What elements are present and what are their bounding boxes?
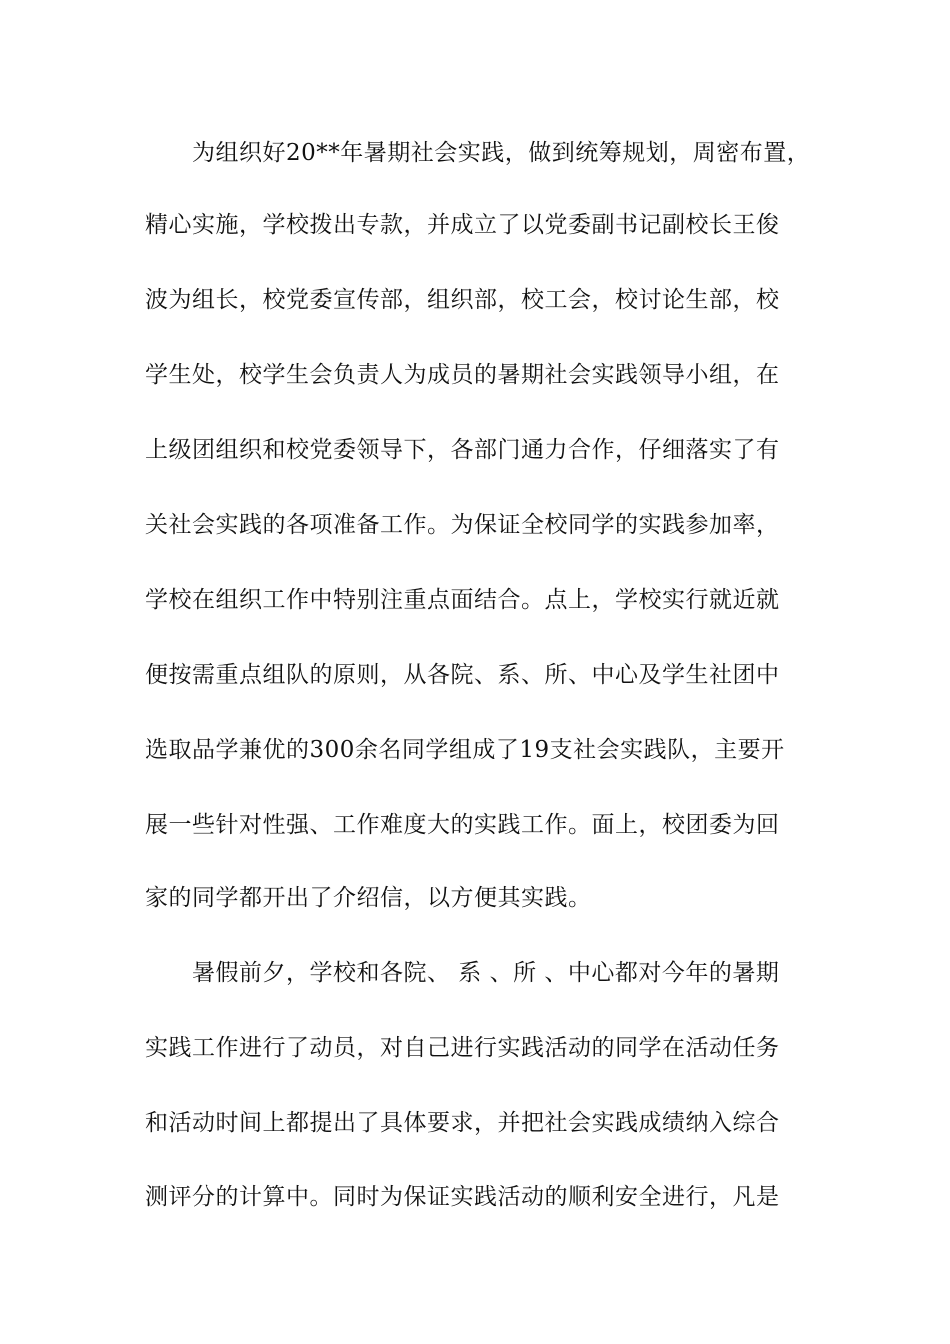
paragraph-1-line-6: 关社会实践的各项准备工作。为保证全校同学的实践参加率， [145,512,780,538]
paragraph-1-line-7: 学校在组织工作中特别注重点面结合。点上，学校实行就近就 [145,587,780,613]
paragraph-1-line-9: 选取品学兼优的300余名同学组成了19支社会实践队，主要开 [145,737,785,763]
paragraph-1-line-5: 上级团组织和校党委领导下，各部门通力合作，仔细落实了有 [145,437,780,463]
paragraph-2-line-1: 暑假前夕，学校和各院、 系 、所 、中心都对今年的暑期 [192,960,780,986]
paragraph-1-line-8: 便按需重点组队的原则，从各院、系、所、中心及学生社团中 [145,662,780,688]
paragraph-1-line-3: 波为组长，校党委宣传部，组织部，校工会，校讨论生部，校 [145,287,780,313]
paragraph-1-line-11: 家的同学都开出了介绍信，以方便其实践。 [145,885,592,911]
paragraph-2-line-4: 测评分的计算中。同时为保证实践活动的顺利安全进行，凡是 [145,1184,780,1210]
paragraph-1-line-1: 为组织好20**年暑期社会实践，做到统筹规划，周密布置， [192,140,811,166]
paragraph-1-line-2: 精心实施，学校拨出专款，并成立了以党委副书记副校长王俊 [145,212,780,238]
paragraph-1-line-4: 学生处，校学生会负责人为成员的暑期社会实践领导小组，在 [145,362,780,388]
paragraph-2-line-2: 实践工作进行了动员，对自己进行实践活动的同学在活动任务 [145,1035,780,1061]
paragraph-2-line-3: 和活动时间上都提出了具体要求，并把社会实践成绩纳入综合 [145,1110,780,1136]
paragraph-1-line-10: 展一些针对性强、工作难度大的实践工作。面上，校团委为回 [145,812,780,838]
